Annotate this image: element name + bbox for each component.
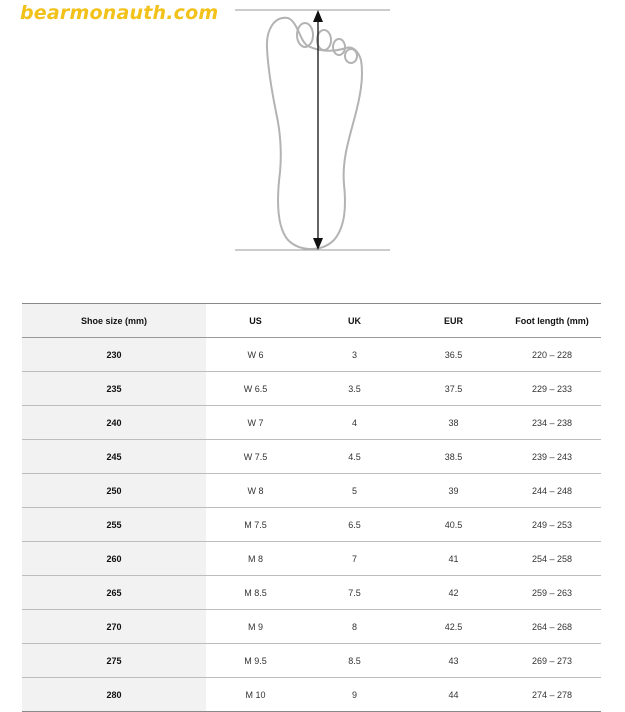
table-row (22, 338, 601, 372)
cell-eur: 42 (404, 576, 503, 610)
cell-foot-length: 239 – 243 (503, 440, 601, 474)
cell-us: W 8 (206, 474, 305, 508)
cell-foot-length: 254 – 258 (503, 542, 601, 576)
table-row (22, 440, 601, 474)
cell-us: M 7.5 (206, 508, 305, 542)
header-foot-length: Foot length (mm) (503, 304, 601, 338)
cell-us: M 8.5 (206, 576, 305, 610)
cell-uk: 3.5 (305, 372, 404, 406)
cell-foot-length: 234 – 238 (503, 406, 601, 440)
cell-us: W 7.5 (206, 440, 305, 474)
cell-shoe-size: 250 (22, 474, 206, 508)
cell-us: M 8 (206, 542, 305, 576)
cell-shoe-size: 275 (22, 644, 206, 678)
cell-foot-length: 264 – 268 (503, 610, 601, 644)
table-header-row (22, 304, 601, 338)
cell-eur: 44 (404, 678, 503, 712)
cell-uk: 3 (305, 338, 404, 372)
watermark-text: bearmonauth.com (20, 2, 219, 24)
cell-eur: 36.5 (404, 338, 503, 372)
table-row (22, 542, 601, 576)
cell-foot-length: 220 – 228 (503, 338, 601, 372)
cell-shoe-size: 260 (22, 542, 206, 576)
header-eur: EUR (404, 304, 503, 338)
cell-shoe-size: 255 (22, 508, 206, 542)
table-row (22, 508, 601, 542)
cell-foot-length: 249 – 253 (503, 508, 601, 542)
cell-eur: 41 (404, 542, 503, 576)
table-row (22, 610, 601, 644)
cell-eur: 37.5 (404, 372, 503, 406)
cell-uk: 7 (305, 542, 404, 576)
cell-foot-length: 274 – 278 (503, 678, 601, 712)
cell-eur: 38 (404, 406, 503, 440)
cell-us: W 6.5 (206, 372, 305, 406)
cell-uk: 4.5 (305, 440, 404, 474)
cell-foot-length: 229 – 233 (503, 372, 601, 406)
cell-us: W 6 (206, 338, 305, 372)
header-shoe-size: Shoe size (mm) (22, 304, 206, 338)
cell-shoe-size: 270 (22, 610, 206, 644)
cell-us: M 9 (206, 610, 305, 644)
cell-eur: 39 (404, 474, 503, 508)
cell-shoe-size: 235 (22, 372, 206, 406)
cell-uk: 8.5 (305, 644, 404, 678)
toe-3 (317, 30, 331, 50)
toe-4 (333, 39, 345, 55)
cell-foot-length: 244 – 248 (503, 474, 601, 508)
cell-us: M 9.5 (206, 644, 305, 678)
foot-outline-icon (230, 0, 395, 260)
cell-eur: 38.5 (404, 440, 503, 474)
cell-shoe-size: 265 (22, 576, 206, 610)
table-row (22, 678, 601, 712)
size-chart-table (22, 303, 601, 712)
table-row (22, 576, 601, 610)
cell-shoe-size: 280 (22, 678, 206, 712)
cell-shoe-size: 245 (22, 440, 206, 474)
cell-foot-length: 259 – 263 (503, 576, 601, 610)
header-us: US (206, 304, 305, 338)
cell-uk: 4 (305, 406, 404, 440)
cell-shoe-size: 230 (22, 338, 206, 372)
cell-uk: 5 (305, 474, 404, 508)
cell-eur: 43 (404, 644, 503, 678)
cell-uk: 7.5 (305, 576, 404, 610)
table-row (22, 644, 601, 678)
cell-uk: 8 (305, 610, 404, 644)
cell-eur: 42.5 (404, 610, 503, 644)
cell-uk: 6.5 (305, 508, 404, 542)
foot-sole-outline (267, 18, 362, 249)
cell-eur: 40.5 (404, 508, 503, 542)
cell-shoe-size: 240 (22, 406, 206, 440)
cell-us: W 7 (206, 406, 305, 440)
double-arrow-icon (313, 10, 323, 250)
table-row (22, 406, 601, 440)
cell-foot-length: 269 – 273 (503, 644, 601, 678)
table-row (22, 372, 601, 406)
table-row (22, 474, 601, 508)
header-uk: UK (305, 304, 404, 338)
cell-uk: 9 (305, 678, 404, 712)
cell-us: M 10 (206, 678, 305, 712)
toe-5 (345, 49, 357, 63)
